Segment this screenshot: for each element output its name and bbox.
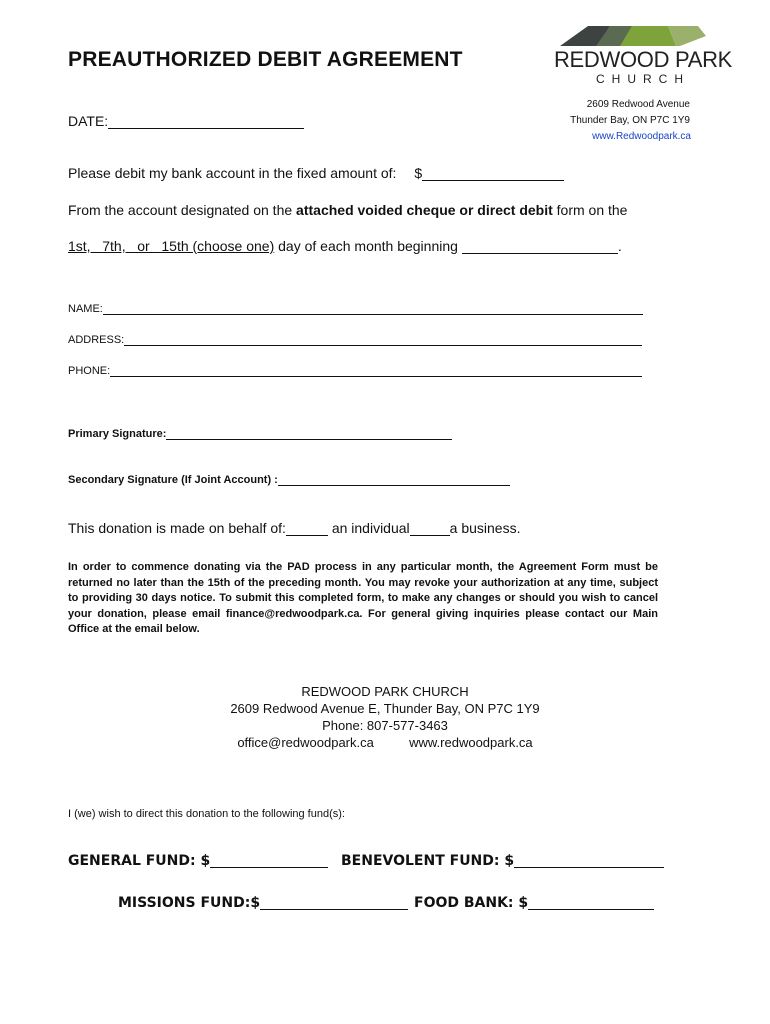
date-label: DATE: — [68, 113, 109, 129]
from-bold: attached voided cheque or direct debit — [296, 202, 553, 218]
benevolent-fund-label: BENEVOLENT FUND: $ — [341, 853, 515, 869]
benevolent-fund-field[interactable] — [341, 853, 664, 869]
primary-signature-field[interactable] — [68, 428, 452, 440]
mountain-logo-icon — [548, 22, 738, 48]
header-website-link[interactable]: www.Redwoodpark.ca — [592, 131, 691, 142]
start-month-blank[interactable] — [462, 239, 618, 254]
debit-line-text: Please debit my bank account in the fixed amount of: — [68, 165, 397, 181]
church-address: 2609 Redwood Avenue E, Thunder Bay, ON P7C 1Y9 — [230, 701, 540, 716]
instructions-paragraph: In order to commence donating via the PAD process in any particular month, the Agreement Form must be returned no later than the 15th of the preceding month. You may revoke your authorization at any time, subject to providing 30 days notice. To submit this completed form, to make any changes or should you wish to cancel your donation, please email finance@redwoodpark.ca. For general giving inquiries please contact our Main Office at the email below. — [68, 561, 658, 636]
header-address-line1: 2609 Redwood Avenue — [586, 99, 690, 110]
missions-fund-label: MISSIONS FUND:$ — [118, 895, 261, 911]
debit-amount-blank[interactable] — [422, 166, 564, 181]
primary-signature-label: Primary Signature: — [68, 428, 167, 440]
individual-blank[interactable] — [286, 521, 328, 536]
name-field[interactable] — [68, 303, 643, 315]
behalf-label: This donation is made on behalf of: — [68, 520, 286, 536]
address-blank[interactable] — [124, 334, 642, 346]
missions-fund-field[interactable] — [118, 895, 408, 911]
header-address-line2: Thunder Bay, ON P7C 1Y9 — [570, 115, 690, 126]
food-bank-blank[interactable] — [528, 895, 654, 910]
secondary-signature-blank[interactable] — [278, 474, 510, 486]
church-phone: Phone: 807-577-3463 — [322, 718, 448, 733]
direct-fund-text: I (we) wish to direct this donation to the following fund(s): — [68, 808, 345, 820]
business-label: a business. — [449, 520, 521, 536]
debit-amount-field[interactable] — [68, 165, 564, 181]
account-designation-text — [68, 202, 627, 218]
phone-blank[interactable] — [110, 365, 642, 377]
day-of-month-field[interactable] — [68, 238, 622, 254]
missions-fund-blank[interactable] — [260, 895, 408, 910]
church-logo — [548, 22, 738, 92]
business-blank[interactable] — [410, 521, 450, 536]
period: . — [617, 238, 622, 254]
logo-subtitle: CHURCH — [596, 72, 690, 86]
general-fund-label: GENERAL FUND: $ — [68, 853, 211, 869]
address-field[interactable] — [68, 334, 642, 346]
food-bank-label: FOOD BANK: $ — [414, 895, 529, 911]
benevolent-fund-blank[interactable] — [514, 853, 664, 868]
from-pre: From the account designated on the — [68, 202, 293, 218]
behalf-field[interactable] — [68, 520, 520, 536]
secondary-signature-label: Secondary Signature (If Joint Account) : — [68, 474, 278, 486]
date-blank[interactable] — [108, 114, 304, 129]
day-post: day of each month beginning — [278, 238, 458, 254]
food-bank-field[interactable] — [414, 895, 654, 911]
from-post: form on the — [556, 202, 628, 218]
general-fund-blank[interactable] — [210, 853, 328, 868]
individual-label: an individual — [331, 520, 410, 536]
church-contact-line — [0, 734, 770, 751]
name-label: NAME: — [68, 303, 103, 315]
name-blank[interactable] — [103, 303, 643, 315]
primary-signature-blank[interactable] — [166, 428, 452, 440]
secondary-signature-field[interactable] — [68, 474, 510, 486]
address-label: ADDRESS: — [68, 334, 125, 346]
phone-field[interactable] — [68, 365, 642, 377]
logo-name: REDWOOD PARK — [553, 47, 733, 72]
dollar-sign: $ — [414, 165, 423, 181]
date-field[interactable] — [68, 113, 304, 129]
general-fund-field[interactable] — [68, 853, 328, 869]
day-options[interactable]: 1st, 7th, or 15th (choose one) — [68, 238, 275, 254]
phone-label: PHONE: — [68, 365, 111, 377]
church-web[interactable]: www.redwoodpark.ca — [409, 735, 533, 750]
church-name: REDWOOD PARK CHURCH — [301, 684, 469, 699]
form-title: PREAUTHORIZED DEBIT AGREEMENT — [68, 48, 463, 71]
church-email[interactable]: office@redwoodpark.ca — [237, 735, 374, 750]
